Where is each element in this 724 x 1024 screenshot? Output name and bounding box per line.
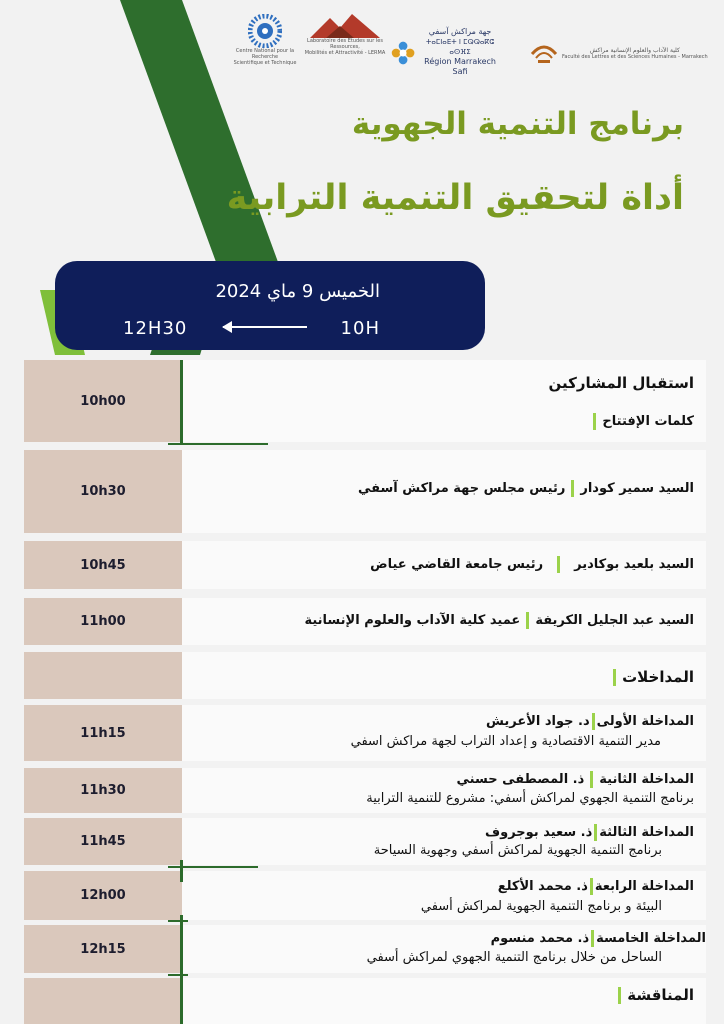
intervention-header (457, 771, 694, 788)
time-cell (24, 978, 182, 1024)
left-arrow-icon (223, 326, 307, 328)
cnrst-logo (230, 14, 300, 74)
speaker-name: ذ. محمد منسوم (490, 931, 590, 946)
region-caption-tz: ⵜⴰⵎⵏⴰⴹⵜ ⵏ ⵎⵕⵕⴰⴽⵛ ⴰⵙⴼⵉ (426, 38, 495, 56)
event-date: الخميس 9 ماي 2024 (215, 281, 380, 302)
time-cell: 11h15 (24, 705, 182, 761)
intervention-topic: البيئة و برنامج التنمية الجهوية لمراكش أسفي (420, 899, 662, 914)
region-caption-fr: Région Marrakech Safi (424, 57, 496, 76)
intervention-label: المداخلة الثانية (599, 772, 694, 787)
time-cell: 11h45 (24, 818, 182, 865)
intervention-header (498, 878, 694, 895)
speaker-role: رئيس مجلس جهة مراكش آسفي (357, 481, 566, 496)
mountain-icon (310, 14, 380, 38)
cnrst-caption: Centre National pour la Recherche Scientifique et Technique (233, 48, 297, 66)
schedule-row-speech-1 (24, 450, 706, 533)
schedule-row-opening (24, 360, 706, 442)
timeline-vertical (180, 976, 183, 1024)
title-line-2: أداة لتحقيق التنمية الترابية (226, 178, 684, 218)
time-cell: 12h00 (24, 871, 182, 920)
speaker-name: السيد بلعيد بوكادير (574, 557, 694, 572)
timeline-horizontal (168, 974, 188, 976)
intervention-label: المداخلة الرابعة (594, 879, 694, 894)
schedule-row-intervention-4 (24, 871, 706, 920)
time-cell: 10h45 (24, 541, 182, 589)
intervention-header (491, 930, 706, 947)
faculty-caption-ar: كلية الآداب والعلوم الإنسانية مراكش (589, 47, 680, 54)
speaker-line (304, 612, 694, 629)
schedule-row-intervention-1 (24, 705, 706, 761)
schedule-row-section-discussion (24, 978, 706, 1024)
timeline-horizontal (168, 866, 258, 868)
intervention-topic: الساحل من خلال برنامج التنمية الجهوي لمراكش أسفي (366, 950, 662, 965)
timeline-vertical (180, 915, 183, 975)
time-cell: 12h15 (24, 925, 182, 973)
intervention-topic: برنامج التنمية الجهوي لمراكش أسفي: مشروع للتنمية الترابية (366, 791, 694, 806)
section-title: المناقشة (612, 986, 694, 1004)
speaker-name: ذ. محمد الأكلع (497, 879, 588, 894)
laboratory-logo (300, 14, 390, 74)
timeline-vertical (180, 860, 183, 882)
time-cell: 11h30 (24, 768, 182, 813)
region-logo (390, 14, 500, 74)
region-caption-ar: جهة مراكش آسفي (428, 27, 492, 36)
end-time: 12H30 (123, 318, 188, 339)
faculty-emblem-icon (530, 40, 558, 66)
time-cell: 11h00 (24, 598, 182, 645)
intervention-topic: مدير التنمية الاقتصادية و إعداد التراب لجهة مراكش اسفي (350, 734, 661, 749)
reception-title: استقبال المشاركين (548, 374, 694, 392)
schedule-row-intervention-3 (24, 818, 706, 865)
timeline-horizontal (168, 443, 268, 445)
schedule-row-intervention-2 (24, 768, 706, 813)
speaker-name: ذ. المصطفى حسني (456, 772, 585, 787)
time-cell: 10h30 (24, 450, 182, 533)
region-flower-icon (390, 38, 416, 68)
schedule-row-intervention-5 (24, 925, 706, 973)
intervention-header (485, 824, 694, 841)
date-time-box (55, 261, 485, 350)
speaker-name: ذ. سعيد بوجروف (485, 825, 593, 840)
cnrst-emblem-icon (248, 14, 282, 48)
intervention-topic: برنامج التنمية الجهوية لمراكش أسفي وجهوية السياحة (373, 843, 662, 858)
time-cell: 10h00 (24, 360, 182, 442)
timeline-vertical (180, 360, 183, 445)
faculty-logo (530, 14, 710, 74)
timeline-horizontal (168, 920, 188, 922)
speaker-line (358, 480, 694, 497)
speaker-name: السيد سمير كودار (580, 481, 694, 496)
intervention-label: المداخلة الخامسة (596, 931, 706, 946)
speaker-line (370, 556, 694, 573)
schedule-row-speech-2 (24, 541, 706, 589)
intervention-label: المداخلة الثالثة (599, 825, 694, 840)
header-logos (230, 14, 710, 74)
schedule-row-speech-3 (24, 598, 706, 645)
opening-words: كلمات الإفتتاح (587, 413, 694, 430)
speaker-name: د. جواد الأعريش (485, 714, 590, 729)
speaker-name: السيد عبد الجليل الكريفة (535, 613, 694, 628)
schedule-row-section-interventions (24, 652, 706, 699)
faculty-caption-fr: Faculté des Lettres et des Sciences Humaines - Marrakech (562, 54, 708, 60)
intervention-label: المداخلة الأولى (596, 714, 694, 729)
title-line-1: برنامج التنمية الجهوية (351, 106, 684, 142)
start-time: 10H (340, 318, 380, 339)
speaker-role: عميد كلية الآداب والعلوم الإنسانية (304, 613, 521, 628)
laboratory-caption: Laboratoire des Etudes sur les Ressources, Mobilités et Attractivité - LERMA (304, 38, 386, 56)
time-cell (24, 652, 182, 699)
section-title: المداخلات (607, 668, 694, 686)
intervention-header (486, 713, 694, 730)
speaker-role: رئيس جامعة القاضي عياض (370, 557, 544, 572)
